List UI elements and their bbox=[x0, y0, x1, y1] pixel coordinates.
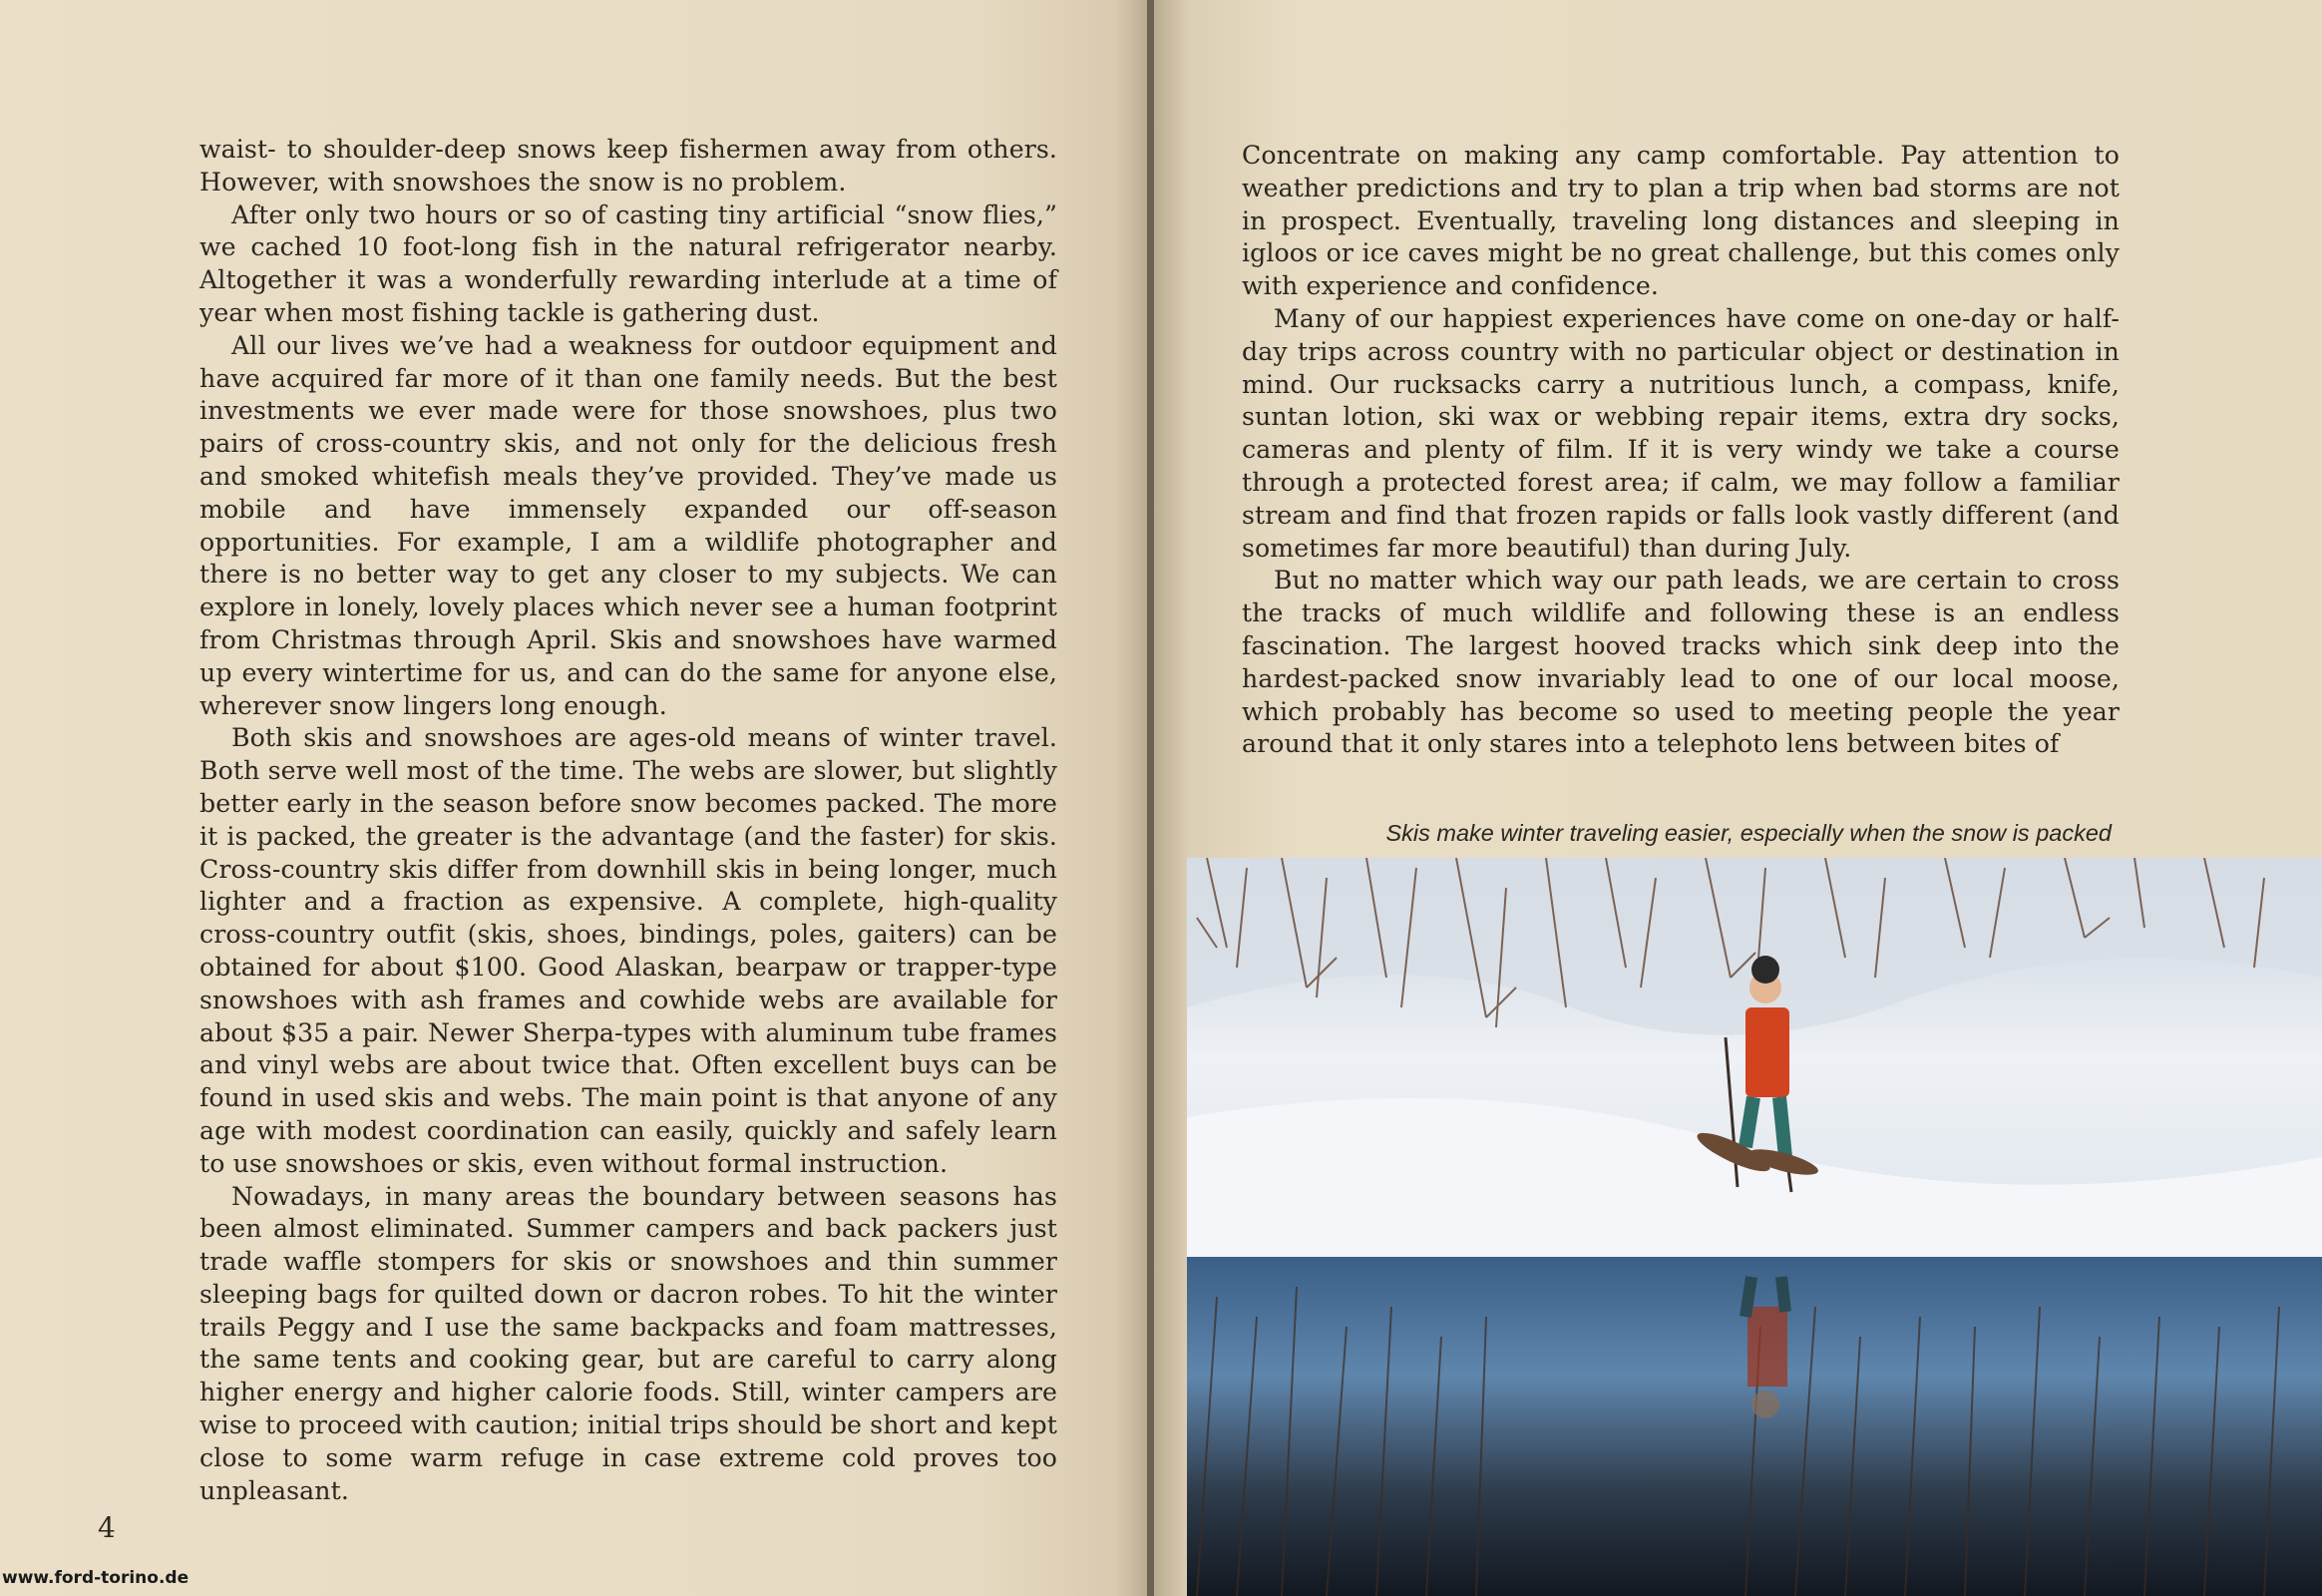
page-number: 4 bbox=[98, 1511, 116, 1544]
paragraph: Both skis and snowshoes are ages-old means of winter travel. Both serve well most of the time. The webs are slower, but slightly better early in the season before snow becomes packed. The more it is packed, the greater is the advantage (and the faster) for skis. Cross-country skis differ from downhill skis in being longer, much lighter and a fraction as expensive. A complete, high-quality cross-country outfit (skis, shoes, bindings, poles, gaiters) can be obtained for about $100. Good Alaskan, bearpaw or trapper-type snowshoes with ash frames and cowhide webs are available for about $35 a pair. Newer Sherpa-types with aluminum tube frames and vinyl webs are about twice that. Often excellent buys can be found in used skis and webs. The main point is that anyone of any age with modest coordination can easily, quickly and safely learn to use snowshoes or skis, even without formal instruction. bbox=[199, 723, 1057, 1178]
paragraph: But no matter which way our path leads, we are certain to cross the tracks of much wildlife and following these is an endless fascination. The largest hooved tracks which sink deep into the hardest-packed snow invariably lead to one of our local moose, which probably has become so used to meeting people the year around that it only stares into a telephoto lens between bites of bbox=[1242, 566, 2120, 759]
photo-caption: Skis make winter traveling easier, especially when the snow is packed bbox=[1385, 820, 2112, 846]
watermark-url: www.ford-torino.de bbox=[2, 1568, 190, 1588]
paragraph: All our lives we’ve had a weakness for outdoor equipment and have acquired far more of it than one family needs. But the best investments we ever made were for those snowshoes, plus two pairs of cross-country skis, and not only for the delicious fresh and smoked whitefish meals they’ve provided. They’ve made us mobile and have immensely expanded our off-season opportunities. For example, I am a wildlife photographer and there is no better way to get any closer to my subjects. We can explore in lonely, lovely places which never see a human footprint from Christmas through April. Skis and snowshoes have warmed up every wintertime for us, and can do the same for anyone else, wherever snow lingers long enough. bbox=[199, 330, 1057, 720]
snowshoer-by-stream-illustration bbox=[1187, 858, 2322, 1596]
paragraph: After only two hours or so of casting tiny artificial “snow flies,” we cached 10 foot-long fish in the natural refrigerator nearby. Altogether it was a wonderfully rewarding interlude at a time of year when most fishing tackle is gathering dust. bbox=[199, 200, 1057, 327]
left-text-column bbox=[199, 134, 1057, 1507]
paragraph: Nowadays, in many areas the boundary between seasons has been almost eliminated. Summer campers and back packers just trade waffle stompers for skis or snowshoes and thin summer sleeping bags for quilted down or dacron robes. To hit the winter trails Peggy and I use the same backpacks and foam mattresses, the same tents and cooking gear, but are careful to carry along higher energy and higher calorie foods. Still, winter campers are wise to proceed with caution; initial trips should be short and kept close to some warm refuge in case extreme cold proves too unpleasant. bbox=[199, 1181, 1057, 1505]
paragraph: waist- to shoulder-deep snows keep fishermen away from others. However, with snowshoes the snow is no problem. bbox=[199, 135, 1057, 197]
snowshoe-photo bbox=[1187, 858, 2322, 1596]
paragraph: Concentrate on making any camp comfortable. Pay attention to weather predictions and try to plan a trip when bad storms are not in prospect. Eventually, traveling long distances and sleeping in igloos or ice caves might be no great challenge, but this comes only with experience and confidence. bbox=[1242, 141, 2120, 301]
paragraph: Many of our happiest experiences have come on one-day or half-day trips across country with no particular object or destination in mind. Our rucksacks carry a nutritious lunch, a compass, knife, suntan lotion, ski wax or webbing repair items, extra dry socks, cameras and plenty of film. If it is very windy we take a course through a protected forest area; if calm, we may follow a familiar stream and find that frozen rapids or falls look vastly different (and sometimes far more beautiful) than during July. bbox=[1242, 303, 2120, 563]
right-text-column bbox=[1242, 140, 2120, 761]
right-page bbox=[1154, 0, 2322, 1596]
left-page bbox=[0, 0, 1150, 1596]
